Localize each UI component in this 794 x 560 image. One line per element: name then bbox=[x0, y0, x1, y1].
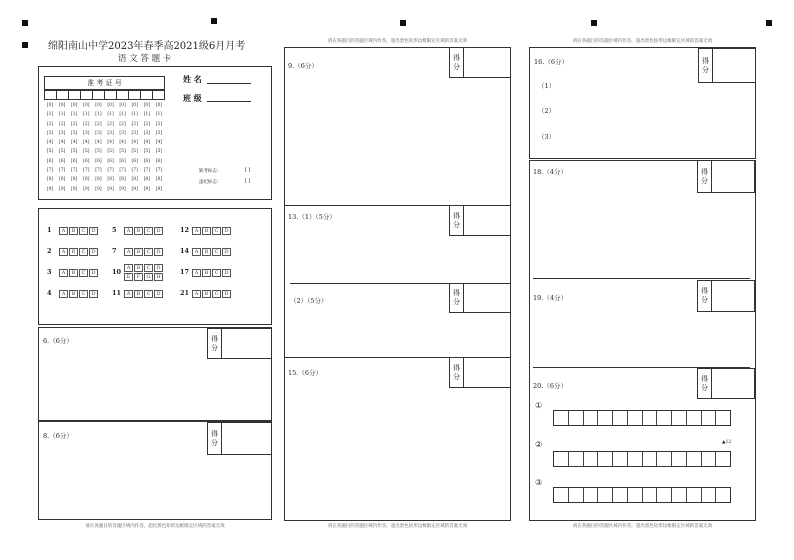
choice-option[interactable]: D bbox=[222, 269, 231, 277]
digit-bubble[interactable]: [4] bbox=[143, 140, 150, 146]
choice-option[interactable]: D bbox=[154, 227, 163, 235]
score-label: 得分 bbox=[450, 48, 464, 77]
digit-bubble[interactable]: [7] bbox=[107, 168, 114, 174]
choice-option[interactable]: D bbox=[89, 227, 98, 235]
digit-bubble[interactable]: [0] bbox=[83, 103, 90, 108]
page-title: 绵阳南山中学2023年春季高2021级6月月考 bbox=[48, 41, 246, 52]
digit-bubble[interactable]: [8] bbox=[119, 177, 126, 183]
q16-score-box[interactable] bbox=[698, 48, 756, 83]
q13a-label: 13.（1）（5分） bbox=[288, 213, 336, 221]
answer-cell[interactable] bbox=[672, 411, 687, 425]
answer-cell[interactable] bbox=[643, 411, 658, 425]
digit-bubble[interactable]: [0] bbox=[131, 103, 138, 108]
q16-label: 16.（6分） bbox=[534, 58, 568, 66]
choice-option[interactable]: B bbox=[134, 227, 143, 235]
choice-option[interactable]: B bbox=[202, 269, 211, 277]
digit-row[interactable] bbox=[44, 159, 165, 168]
choice-option[interactable]: C bbox=[144, 248, 153, 256]
answer-cell[interactable] bbox=[687, 411, 702, 425]
choice-option[interactable]: B bbox=[134, 264, 143, 272]
digit-bubble[interactable]: [3] bbox=[107, 130, 114, 136]
answer-cell[interactable] bbox=[613, 488, 628, 502]
registration-mark bbox=[400, 20, 406, 26]
digit-bubble[interactable]: [0] bbox=[71, 103, 78, 108]
answer-cell[interactable] bbox=[672, 452, 687, 466]
answer-cell[interactable] bbox=[657, 488, 672, 502]
admission-number-cells[interactable] bbox=[44, 90, 165, 100]
choice-number: 3 bbox=[47, 267, 52, 276]
digit-bubble[interactable]: [1] bbox=[143, 112, 150, 118]
answer-cell[interactable] bbox=[657, 452, 672, 466]
choice-option[interactable]: A bbox=[59, 248, 68, 256]
digit-bubble[interactable]: [6] bbox=[58, 158, 66, 164]
digit-bubble[interactable]: [1] bbox=[119, 112, 126, 118]
choice-option[interactable]: C bbox=[79, 227, 88, 235]
q19-label: 19.（4分） bbox=[533, 294, 567, 302]
choice-option[interactable]: B bbox=[202, 290, 211, 298]
answer-cell[interactable] bbox=[554, 488, 569, 502]
q6-label: 6.（6分） bbox=[43, 337, 73, 345]
choice-option[interactable]: B bbox=[69, 227, 78, 235]
registration-mark bbox=[211, 18, 217, 24]
answer-cell[interactable] bbox=[628, 452, 643, 466]
digit-row[interactable] bbox=[44, 177, 165, 186]
choice-option[interactable]: B bbox=[134, 290, 143, 298]
digit-bubble[interactable]: [3] bbox=[58, 130, 66, 136]
choice-option[interactable]: C bbox=[212, 227, 221, 235]
choice-option[interactable]: D bbox=[222, 248, 231, 256]
q20-part-3-grid[interactable] bbox=[553, 487, 731, 503]
choice-item bbox=[47, 282, 99, 302]
registration-mark bbox=[22, 42, 28, 48]
digit-bubble[interactable]: [8] bbox=[71, 177, 78, 183]
digit-bubble[interactable]: [3] bbox=[155, 130, 163, 136]
choice-option[interactable]: C bbox=[212, 269, 221, 277]
divider bbox=[533, 278, 750, 279]
digit-bubble[interactable]: [8] bbox=[107, 177, 114, 183]
answer-cell[interactable] bbox=[672, 488, 687, 502]
digit-bubble[interactable]: [4] bbox=[119, 140, 126, 146]
choice-number: 10 bbox=[112, 267, 122, 276]
q16-part-2: （2） bbox=[538, 107, 556, 115]
choice-option[interactable]: A bbox=[192, 269, 201, 277]
q6-area[interactable] bbox=[38, 327, 272, 421]
class-line[interactable] bbox=[207, 101, 251, 102]
digit-bubble[interactable]: [3] bbox=[95, 130, 102, 136]
digit-bubble[interactable]: [9] bbox=[107, 186, 114, 192]
answer-cell[interactable] bbox=[584, 411, 599, 425]
answer-cell[interactable] bbox=[598, 411, 613, 425]
choice-item bbox=[180, 261, 232, 281]
choice-option[interactable]: C bbox=[144, 290, 153, 298]
digit-bubble[interactable]: [3] bbox=[119, 130, 126, 136]
choice-option[interactable]: C bbox=[144, 227, 153, 235]
answer-cell[interactable] bbox=[584, 488, 599, 502]
page-subtitle: 语 文 答 题 卡 bbox=[118, 54, 172, 64]
answer-cell[interactable] bbox=[702, 488, 717, 502]
choice-number: 21 bbox=[180, 288, 190, 297]
warning-note: 请在各题目的答题区域内作答，超出黑色矩形边框限定区域的答案无效 bbox=[572, 524, 713, 529]
q13b-score-box[interactable] bbox=[449, 283, 511, 313]
choice-option[interactable]: D bbox=[89, 290, 98, 298]
q15-label: 15.（6分） bbox=[288, 369, 322, 377]
answer-cell[interactable] bbox=[702, 411, 717, 425]
answer-cell[interactable] bbox=[716, 411, 730, 425]
digit-bubble[interactable]: [7] bbox=[58, 168, 66, 174]
digit-bubble[interactable]: [6] bbox=[95, 158, 102, 164]
digit-bubble[interactable]: [0] bbox=[95, 103, 102, 108]
answer-cell[interactable] bbox=[613, 411, 628, 425]
answer-cell[interactable] bbox=[643, 452, 658, 466]
warning-note: 请在各题目的答题区域内作答，超出黑色矩形边框限定区域的答案无效 bbox=[85, 524, 225, 529]
digit-bubble[interactable]: [0] bbox=[58, 103, 66, 108]
q20-part-2-grid[interactable] bbox=[553, 451, 731, 467]
choice-item bbox=[180, 219, 232, 239]
digit-bubble[interactable]: [2] bbox=[95, 121, 102, 127]
choice-option[interactable]: D bbox=[154, 264, 163, 272]
digit-bubble[interactable]: [9] bbox=[46, 186, 54, 192]
digit-bubble[interactable]: [9] bbox=[119, 186, 126, 192]
digit-bubble[interactable]: [9] bbox=[143, 186, 150, 192]
choice-option[interactable]: B bbox=[69, 269, 78, 277]
choice-option[interactable]: B bbox=[69, 290, 78, 298]
answer-cell[interactable] bbox=[687, 452, 702, 466]
choice-item bbox=[112, 282, 164, 302]
answer-cell[interactable] bbox=[554, 411, 569, 425]
name-line[interactable] bbox=[207, 83, 251, 84]
digit-bubble[interactable]: [2] bbox=[131, 121, 138, 127]
violation-label: 违纪标志： bbox=[199, 180, 222, 185]
choice-item bbox=[112, 261, 166, 281]
digit-row[interactable] bbox=[44, 149, 165, 158]
digit-row[interactable] bbox=[44, 103, 165, 112]
score-label: 得分 bbox=[699, 49, 713, 82]
choice-item bbox=[112, 219, 164, 239]
digit-bubble[interactable]: [1] bbox=[58, 112, 66, 118]
digit-bubble[interactable]: [7] bbox=[131, 168, 138, 174]
q8-label: 8.（6分） bbox=[43, 432, 73, 440]
warning-note: 请在各题目的答题区域内作答，超出黑色矩形边框限定区域的答案无效 bbox=[327, 524, 468, 529]
digit-row[interactable] bbox=[44, 122, 165, 131]
answer-cell[interactable] bbox=[584, 452, 599, 466]
class-label: 班 级 bbox=[183, 93, 202, 103]
digit-bubble[interactable]: [9] bbox=[58, 186, 66, 192]
choice-number: 1 bbox=[47, 225, 52, 234]
answer-cell[interactable] bbox=[628, 411, 643, 425]
q13b-label: （2）（5分） bbox=[290, 297, 328, 305]
registration-mark bbox=[591, 20, 597, 26]
choice-option[interactable]: B bbox=[69, 248, 78, 256]
choice-option[interactable]: B bbox=[202, 248, 211, 256]
registration-mark bbox=[766, 20, 772, 26]
choice-number: 14 bbox=[180, 246, 190, 255]
choice-option[interactable]: E bbox=[124, 273, 133, 281]
q16-part-3: （3） bbox=[538, 133, 556, 141]
choice-option[interactable]: C bbox=[144, 264, 153, 272]
digit-row[interactable] bbox=[44, 168, 165, 177]
digit-bubble[interactable]: [1] bbox=[46, 112, 54, 118]
choice-option[interactable]: D bbox=[154, 248, 163, 256]
digit-bubble[interactable]: [8] bbox=[46, 177, 54, 183]
digit-bubble[interactable]: [4] bbox=[83, 140, 90, 146]
digit-bubble[interactable]: [0] bbox=[119, 103, 126, 108]
digit-bubble[interactable]: [6] bbox=[71, 158, 78, 164]
choice-option[interactable]: C bbox=[212, 290, 221, 298]
digit-bubble[interactable]: [1] bbox=[83, 112, 90, 118]
answer-cell[interactable] bbox=[598, 488, 613, 502]
score-label: 得分 bbox=[698, 369, 712, 398]
choice-option[interactable]: G bbox=[144, 273, 153, 281]
digit-bubble[interactable]: [5] bbox=[155, 149, 163, 155]
absent-checkbox[interactable]: [ ] bbox=[245, 167, 251, 173]
digit-bubble[interactable]: [7] bbox=[155, 168, 163, 174]
q18-label: 18.（4分） bbox=[533, 168, 567, 176]
digit-bubble[interactable]: [4] bbox=[58, 140, 66, 146]
digit-bubble[interactable]: [5] bbox=[107, 149, 114, 155]
choice-option[interactable]: D bbox=[89, 269, 98, 277]
q18-score-box[interactable] bbox=[697, 160, 755, 193]
digit-bubble[interactable]: [2] bbox=[155, 121, 163, 127]
digit-bubble[interactable]: [6] bbox=[46, 158, 54, 164]
digit-bubble[interactable]: [5] bbox=[119, 149, 126, 155]
q20-char-count: ▲12 bbox=[722, 440, 732, 445]
choice-option[interactable]: C bbox=[212, 248, 221, 256]
answer-cell[interactable] bbox=[643, 488, 658, 502]
digit-bubble[interactable]: [7] bbox=[83, 168, 90, 174]
digit-bubble[interactable]: [6] bbox=[107, 158, 114, 164]
admission-digit-grid[interactable] bbox=[44, 103, 165, 196]
score-label: 得分 bbox=[450, 358, 464, 387]
q20-part-2-label: ② bbox=[535, 440, 543, 449]
digit-bubble[interactable]: [2] bbox=[58, 121, 66, 127]
digit-bubble[interactable]: [1] bbox=[71, 112, 78, 118]
digit-bubble[interactable]: [2] bbox=[119, 121, 126, 127]
choice-block bbox=[38, 208, 272, 325]
choice-option[interactable]: D bbox=[222, 290, 231, 298]
choice-option[interactable]: C bbox=[79, 248, 88, 256]
digit-bubble[interactable]: [6] bbox=[83, 158, 90, 164]
q20-part-1-label: ① bbox=[535, 401, 543, 410]
q16-area[interactable] bbox=[529, 47, 756, 159]
digit-bubble[interactable]: [2] bbox=[46, 121, 54, 127]
score-label: 得分 bbox=[698, 281, 712, 311]
warning-note: 请在各题目的答题区域内作答，超出黑色矩形边框限定区域的答案无效 bbox=[572, 39, 713, 44]
q8-score-box[interactable] bbox=[207, 422, 272, 455]
violation-checkbox[interactable]: [ ] bbox=[245, 178, 251, 184]
q20-label: 20.（6分） bbox=[533, 382, 567, 390]
choice-number: 4 bbox=[47, 288, 52, 297]
q19-score-box[interactable] bbox=[697, 280, 755, 312]
q6-score-box[interactable] bbox=[207, 328, 272, 359]
digit-bubble[interactable]: [8] bbox=[95, 177, 102, 183]
q20-part-3-label: ③ bbox=[535, 478, 543, 487]
choice-option[interactable]: F bbox=[134, 273, 143, 281]
answer-cell[interactable] bbox=[657, 411, 672, 425]
answer-cell[interactable] bbox=[716, 452, 730, 466]
q20-part-1-grid[interactable] bbox=[553, 410, 731, 426]
digit-bubble[interactable]: [0] bbox=[155, 103, 163, 108]
name-label: 姓 名 bbox=[183, 74, 202, 84]
answer-cell[interactable] bbox=[702, 452, 717, 466]
digit-bubble[interactable]: [4] bbox=[46, 140, 54, 146]
choice-option[interactable]: C bbox=[79, 290, 88, 298]
answer-cell[interactable] bbox=[598, 452, 613, 466]
digit-bubble[interactable]: [0] bbox=[46, 103, 54, 108]
choice-option[interactable]: A bbox=[59, 227, 68, 235]
digit-bubble[interactable]: [3] bbox=[71, 130, 78, 136]
choice-option[interactable]: A bbox=[124, 227, 133, 235]
choice-option[interactable]: A bbox=[59, 269, 68, 277]
digit-bubble[interactable]: [2] bbox=[143, 121, 150, 127]
choice-option[interactable]: D bbox=[154, 290, 163, 298]
digit-bubble[interactable]: [3] bbox=[46, 130, 54, 136]
digit-bubble[interactable]: [8] bbox=[83, 177, 90, 183]
score-label: 得分 bbox=[450, 284, 464, 312]
digit-bubble[interactable]: [9] bbox=[131, 186, 138, 192]
digit-bubble[interactable]: [1] bbox=[131, 112, 138, 118]
digit-bubble[interactable]: [2] bbox=[107, 121, 114, 127]
choice-option[interactable]: A bbox=[192, 290, 201, 298]
choice-number: 11 bbox=[112, 288, 122, 297]
answer-cell[interactable] bbox=[716, 488, 730, 502]
registration-mark bbox=[22, 20, 28, 26]
digit-bubble[interactable]: [4] bbox=[131, 140, 138, 146]
choice-option[interactable]: D bbox=[222, 227, 231, 235]
digit-bubble[interactable]: [6] bbox=[155, 158, 163, 164]
digit-bubble[interactable]: [5] bbox=[46, 149, 54, 155]
digit-bubble[interactable]: [5] bbox=[95, 149, 102, 155]
digit-bubble[interactable]: [8] bbox=[143, 177, 150, 183]
q15-score-box[interactable] bbox=[449, 357, 511, 388]
choice-option[interactable]: D bbox=[89, 248, 98, 256]
warning-note: 请在各题目的答题区域内作答，超出黑色矩形边框限定区域的答案无效 bbox=[327, 39, 468, 44]
answer-cell[interactable] bbox=[569, 452, 584, 466]
choice-option[interactable]: A bbox=[192, 248, 201, 256]
choice-number: 5 bbox=[112, 225, 117, 234]
q13a-score-box[interactable] bbox=[449, 205, 511, 236]
score-label: 得分 bbox=[208, 329, 222, 358]
digit-bubble[interactable]: [9] bbox=[95, 186, 102, 192]
digit-bubble[interactable]: [8] bbox=[131, 177, 138, 183]
choice-number: 2 bbox=[47, 246, 52, 255]
choice-option[interactable]: B bbox=[202, 227, 211, 235]
choice-item bbox=[47, 240, 99, 260]
score-label: 得分 bbox=[698, 161, 712, 192]
digit-bubble[interactable]: [4] bbox=[95, 140, 102, 146]
digit-bubble[interactable]: [3] bbox=[143, 130, 150, 136]
id-block bbox=[38, 66, 272, 200]
choice-option[interactable]: B bbox=[134, 248, 143, 256]
q20-score-box[interactable] bbox=[697, 368, 755, 399]
digit-bubble[interactable]: [5] bbox=[71, 149, 78, 155]
digit-bubble[interactable]: [0] bbox=[143, 103, 150, 108]
digit-bubble[interactable]: [2] bbox=[83, 121, 90, 127]
digit-bubble[interactable]: [7] bbox=[46, 168, 54, 174]
digit-bubble[interactable]: [9] bbox=[83, 186, 90, 192]
choice-item bbox=[112, 240, 164, 260]
digit-bubble[interactable]: [3] bbox=[83, 130, 90, 136]
digit-bubble[interactable]: [5] bbox=[83, 149, 90, 155]
admission-label: 准 考 证 号 bbox=[44, 76, 165, 90]
choice-item bbox=[47, 219, 99, 239]
choice-option[interactable]: A bbox=[192, 227, 201, 235]
digit-bubble[interactable]: [5] bbox=[131, 149, 138, 155]
choice-option[interactable]: A bbox=[124, 290, 133, 298]
choice-option[interactable]: A bbox=[124, 248, 133, 256]
digit-bubble[interactable]: [6] bbox=[143, 158, 150, 164]
digit-bubble[interactable]: [0] bbox=[107, 103, 114, 108]
answer-cell[interactable] bbox=[628, 488, 643, 502]
choice-item bbox=[180, 282, 232, 302]
digit-row[interactable] bbox=[44, 187, 165, 196]
digit-bubble[interactable]: [8] bbox=[155, 177, 163, 183]
q9-score-box[interactable] bbox=[449, 47, 511, 78]
score-label: 得分 bbox=[450, 206, 464, 235]
choice-option[interactable]: C bbox=[79, 269, 88, 277]
digit-bubble[interactable]: [7] bbox=[95, 168, 102, 174]
digit-bubble[interactable]: [4] bbox=[71, 140, 78, 146]
choice-option[interactable]: A bbox=[59, 290, 68, 298]
digit-bubble[interactable]: [7] bbox=[143, 168, 150, 174]
answer-cell[interactable] bbox=[554, 452, 569, 466]
choice-item bbox=[180, 240, 232, 260]
digit-bubble[interactable]: [5] bbox=[143, 149, 150, 155]
choice-option[interactable]: H bbox=[154, 273, 163, 281]
q16-part-1: （1） bbox=[538, 82, 556, 90]
score-label: 得分 bbox=[208, 423, 222, 454]
digit-bubble[interactable]: [1] bbox=[155, 112, 163, 118]
answer-cell[interactable] bbox=[613, 452, 628, 466]
digit-bubble[interactable]: [5] bbox=[58, 149, 66, 155]
q8-area[interactable] bbox=[38, 421, 272, 520]
digit-bubble[interactable]: [6] bbox=[131, 158, 138, 164]
digit-bubble[interactable]: [1] bbox=[95, 112, 102, 118]
answer-cell[interactable] bbox=[569, 411, 584, 425]
digit-bubble[interactable]: [6] bbox=[119, 158, 126, 164]
digit-bubble[interactable]: [1] bbox=[107, 112, 114, 118]
choice-item bbox=[47, 261, 99, 281]
digit-bubble[interactable]: [7] bbox=[71, 168, 78, 174]
answer-cell[interactable] bbox=[569, 488, 584, 502]
digit-row[interactable] bbox=[44, 112, 165, 121]
choice-option[interactable]: A bbox=[124, 264, 133, 272]
digit-bubble[interactable]: [4] bbox=[155, 140, 163, 146]
digit-bubble[interactable]: [2] bbox=[71, 121, 78, 127]
digit-bubble[interactable]: [4] bbox=[107, 140, 114, 146]
digit-bubble[interactable]: [7] bbox=[119, 168, 126, 174]
digit-bubble[interactable]: [8] bbox=[58, 177, 66, 183]
choice-number: 7 bbox=[112, 246, 117, 255]
absent-label: 缺考标志： bbox=[199, 169, 222, 174]
choice-number: 12 bbox=[180, 225, 190, 234]
digit-bubble[interactable]: [3] bbox=[131, 130, 138, 136]
choice-number: 17 bbox=[180, 267, 190, 276]
digit-row[interactable] bbox=[44, 131, 165, 140]
answer-cell[interactable] bbox=[687, 488, 702, 502]
digit-bubble[interactable]: [9] bbox=[155, 186, 163, 192]
q9-label: 9.（6分） bbox=[288, 62, 318, 70]
digit-bubble[interactable]: [9] bbox=[71, 186, 78, 192]
